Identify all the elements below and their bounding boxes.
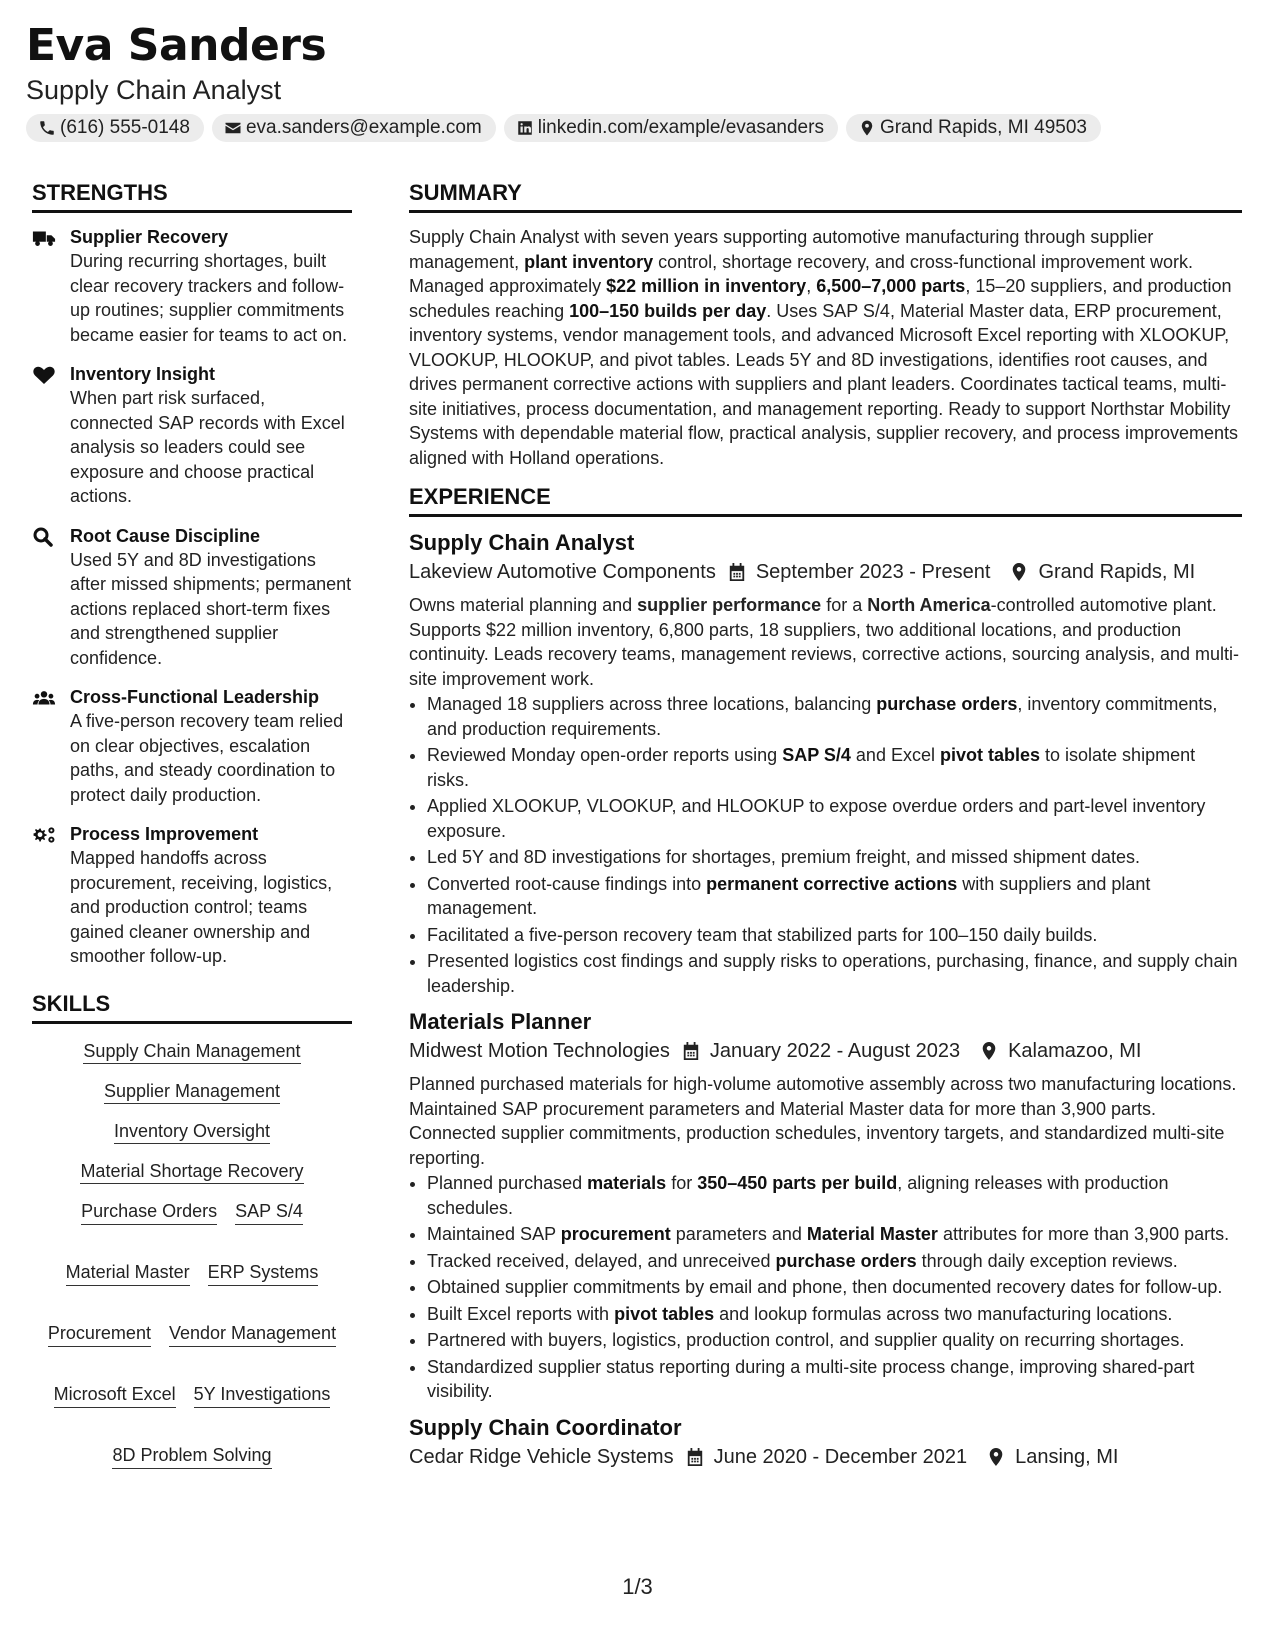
skill-tag: Material Shortage Recovery (80, 1161, 303, 1184)
strength-text: Used 5Y and 8D investigations after missed shipments; permanent actions replaced short-term fixes and strengthened supplier confidence. (70, 549, 352, 668)
calendar-icon (728, 562, 746, 582)
linkedin-icon (516, 119, 534, 137)
skills-heading: SKILLS (32, 989, 352, 1024)
job-entry (409, 1008, 1242, 1404)
job-entry (409, 529, 1242, 998)
right-column (409, 178, 1242, 1478)
experience-list (409, 529, 1242, 1472)
job-meta (409, 557, 1242, 587)
envelope-icon (224, 119, 242, 137)
contact-linkedin[interactable] (504, 114, 838, 142)
search-icon (32, 527, 56, 547)
truck-icon (32, 228, 56, 248)
strength-item (32, 685, 352, 807)
job-location: Grand Rapids, MI (1038, 561, 1196, 583)
contact-location (846, 114, 1101, 142)
skill-tag: ERP Systems (208, 1261, 319, 1286)
strength-text: A five-person recovery team relied on clear objectives, escalation paths, and steady coordination to protect daily production. (70, 711, 344, 805)
calendar-icon (682, 1041, 700, 1061)
job-meta (409, 1036, 1242, 1066)
left-column (32, 178, 352, 1469)
strength-title: Process Improvement (70, 824, 259, 844)
list-item: • Presented logistics cost findings and supply risks to operations, purchasing, finance, and supply chain leadership. (427, 949, 1242, 998)
list-item: • Led 5Y and 8D investigations for shortages, premium freight, and missed shipment dates. (427, 845, 1242, 870)
strength-title: Supplier Recovery (70, 227, 229, 247)
skill-tag: Material Master (66, 1261, 190, 1286)
job-dates: June 2020 - December 2021 (713, 1445, 968, 1468)
skill-tag: Procurement (48, 1322, 151, 1347)
job-title: Supply Chain Coordinator (409, 1414, 682, 1440)
contact-phone-text: (616) 555-0148 (60, 117, 190, 138)
strength-title: Root Cause Discipline (70, 525, 261, 546)
skill-tag: 5Y Investigations (194, 1383, 331, 1408)
list-item: • Planned purchased materials for 350–450 parts per build, aligning releases with production schedules. (427, 1171, 1242, 1220)
strength-item (32, 362, 352, 509)
strength-text: Mapped handoffs across procurement, receiving, logistics, and production control; teams gained cleaner ownership and smoother follow-up. (70, 848, 333, 966)
strength-item (32, 225, 352, 347)
phone-icon (38, 119, 56, 137)
job-title: Supply Chain Analyst (409, 530, 635, 555)
strength-text: During recurring shortages, built clear recovery trackers and follow-up routines; supplier commitments became easier for teams to act on. (70, 251, 348, 345)
skill-tag: Supply Chain Management (83, 1041, 300, 1064)
list-item: • Reviewed Monday open-order reports using SAP S/4 and Excel pivot tables to isolate shipment risks. (427, 743, 1242, 792)
skill-tag: 8D Problem Solving (112, 1444, 271, 1469)
skill-tag: Microsoft Excel (54, 1383, 176, 1408)
job-location: Lansing, MI (1015, 1445, 1119, 1468)
contact-phone[interactable] (26, 114, 204, 142)
skill-tag: Supplier Management (104, 1081, 280, 1104)
contact-bar (26, 114, 1246, 142)
contact-email-text: eva.sanders@example.com (245, 117, 482, 138)
resume-header (26, 18, 1246, 142)
contact-email[interactable] (212, 114, 496, 142)
skill-tag: Purchase Orders (81, 1200, 217, 1225)
job-meta (409, 1442, 1242, 1472)
page-number: 1/3 (622, 1574, 653, 1599)
experience-heading: EXPERIENCE (409, 482, 1242, 517)
list-item: • Converted root-cause findings into permanent corrective actions with suppliers and plant management. (427, 872, 1242, 921)
contact-linkedin-text: linkedin.com/example/evasanders (537, 117, 824, 138)
job-entry (409, 1414, 1242, 1472)
location-icon (987, 1447, 1005, 1467)
list-item: • Partnered with buyers, logistics, production control, and supplier quality on recurring shortages. (427, 1328, 1242, 1353)
list-item: • Tracked received, delayed, and unreceived purchase orders through daily exception reviews. (427, 1249, 1242, 1274)
list-item: • Maintained SAP procurement parameters and Material Master attributes for more than 3,900 parts. (427, 1222, 1242, 1247)
job-description: Owns material planning and supplier performance for a North America-controlled automotive plant. Supports $22 million inventory, 6,800 parts, 18 suppliers, two additional locations, and production continuity. Leads recovery teams, management reviews, corrective actions, sourcing analysis, and multi-site improvement work. (409, 595, 1240, 689)
job-dates: January 2022 - August 2023 (709, 1040, 961, 1062)
candidate-title: Supply Chain Analyst (26, 75, 282, 105)
location-icon (980, 1041, 998, 1061)
strength-text: When part risk surfaced, connected SAP records with Excel analysis so leaders could see exposure and choose practical actions. (70, 388, 345, 506)
job-company: Cedar Ridge Vehicle Systems (409, 1445, 674, 1468)
location-icon (858, 119, 876, 137)
list-item: • Built Excel reports with pivot tables and lookup formulas across two manufacturing locations. (427, 1302, 1242, 1327)
strength-title: Inventory Insight (70, 364, 216, 384)
list-item: • Standardized supplier status reporting during a multi-site process change, improving shared-part visibility. (427, 1355, 1242, 1404)
job-bullets (409, 1171, 1242, 1404)
skill-tag: SAP S/4 (235, 1200, 303, 1225)
calendar-icon (686, 1447, 704, 1467)
job-location: Kalamazoo, MI (1008, 1040, 1142, 1062)
job-dates: September 2023 - Present (755, 561, 991, 583)
list-item: • Managed 18 suppliers across three locations, balancing purchase orders, inventory commitments, and production requirements. (427, 692, 1242, 741)
list-item: • Facilitated a five-person recovery team that stabilized parts for 100–150 daily builds. (427, 923, 1242, 948)
skill-tag: Vendor Management (169, 1322, 336, 1347)
summary-text: Supply Chain Analyst with seven years supporting automotive manufacturing through supplier management, plant inventory control, shortage recovery, and cross-functional improvement work. Managed approximately $22 million in inventory, 6,500–7,000 parts, 15–20 suppliers, and production schedules reaching 100–150 builds per day. Uses SAP S/4, Material Master data, ERP procurement, inventory systems, vendor management tools, and advanced Microsoft Excel reporting with XLOOKUP, VLOOKUP, HLOOKUP, and pivot tables. Leads 5Y and 8D investigations, identifies root causes, and drives permanent corrective actions with suppliers and plant leaders. Coordinates tactical teams, multi-site initiatives, process documentation, and management reporting. Ready to support Northstar Mobility Systems with dependable material flow, practical analysis, supplier recovery, and process improvements aligned with Holland operations. (409, 227, 1239, 468)
strength-title: Cross-Functional Leadership (70, 687, 320, 707)
users-icon (32, 688, 56, 708)
job-description: Planned purchased materials for high-volume automotive assembly across two manufacturing locations. Maintained SAP procurement parameters and Material Master data for more than 3,900 parts. Connected supplier commitments, production schedules, inventory targets, and standardized multi-site reporting. (409, 1074, 1237, 1168)
heart-icon (32, 365, 56, 385)
job-company: Lakeview Automotive Components (409, 561, 716, 583)
skills-list (32, 1036, 352, 1469)
contact-location-text: Grand Rapids, MI 49503 (879, 117, 1087, 138)
gears-icon (32, 825, 56, 845)
summary-heading: SUMMARY (409, 178, 1242, 213)
job-title: Materials Planner (409, 1009, 592, 1034)
strength-item (32, 822, 352, 969)
strengths-heading: STRENGTHS (32, 178, 352, 213)
job-bullets (409, 692, 1242, 998)
candidate-name: Eva Sanders (26, 20, 327, 71)
skill-tag: Inventory Oversight (114, 1121, 270, 1144)
strength-item (32, 524, 352, 671)
list-item: • Applied XLOOKUP, VLOOKUP, and HLOOKUP to expose overdue orders and part-level inventory exposure. (427, 794, 1242, 843)
job-company: Midwest Motion Technologies (409, 1040, 670, 1062)
list-item: • Obtained supplier commitments by email and phone, then documented recovery dates for follow-up. (427, 1275, 1242, 1300)
location-icon (1010, 562, 1028, 582)
